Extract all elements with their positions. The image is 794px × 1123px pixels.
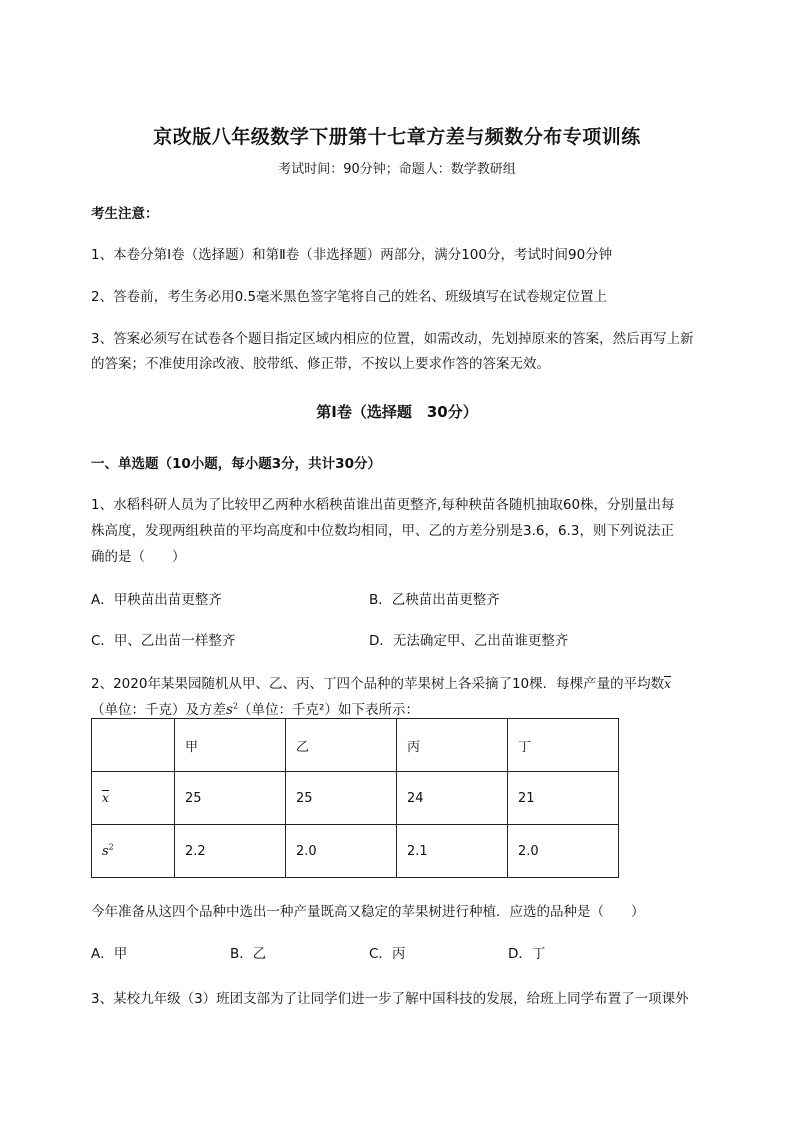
q3-line-1: 3、某校九年级（3）班团支部为了让同学们进一步了解中国科技的发展，给班上同学布置了一项课外 [91, 991, 689, 1007]
q2-prompt: 今年准备从这四个品种中选出一种产量既高又稳定的苹果树进行种植．应选的品种是（ ） [91, 904, 645, 920]
table-cell: 2.2 [175, 825, 286, 878]
q2-line-2b: （单位：千克²）如下表所示： [238, 702, 419, 718]
q2-line-2a: （单位：千克）及方差 [91, 702, 226, 718]
q2-option-a[interactable]: A．甲 [91, 946, 128, 962]
notice-heading: 考生注意： [91, 206, 159, 222]
notice-item-1: 1、本卷分第I卷（选择题）和第Ⅱ卷（非选择题）两部分，满分100分，考试时间90分钟 [91, 247, 613, 263]
q2-line-1-text: 2、2020年某果园随机从甲、乙、丙、丁四个品种的苹果树上各采摘了10棵．每棵产量的平均数 [91, 676, 665, 692]
data-table [91, 718, 619, 878]
table-header-cell: 甲 [175, 719, 286, 772]
table-cell: 2.0 [508, 825, 619, 878]
q2-option-d[interactable]: D．丁 [508, 946, 546, 962]
table-header-cell [92, 719, 175, 772]
q1-option-d[interactable]: D．无法确定甲、乙出苗谁更整齐 [369, 633, 569, 649]
exam-info: 考试时间：90分钟；命题人：数学教研组 [278, 162, 516, 177]
q1-option-b[interactable]: B．乙秧苗出苗更整齐 [369, 592, 500, 608]
table-row [92, 772, 619, 825]
q1-line-1: 1、水稻科研人员为了比较甲乙两种水稻秧苗谁出苗更整齐,每种秧苗各随机抽取60株，分别量出每 [91, 497, 675, 513]
table-header-cell: 乙 [286, 719, 397, 772]
q2-line-2 [91, 698, 419, 718]
q2-option-c[interactable]: C．丙 [369, 946, 406, 962]
table-header-cell: 丙 [397, 719, 508, 772]
q1-line-2: 株高度，发现两组秧苗的平均高度和中位数均相同，甲、乙的方差分别是3.6，6.3，则下列说法正 [91, 523, 674, 539]
document-title: 京改版八年级数学下册第十七章方差与频数分布专项训练 [153, 126, 641, 148]
row-label-variance: $s^2$ [92, 825, 175, 878]
table-header-cell: 丁 [508, 719, 619, 772]
q1-line-3: 确的是（ ） [91, 549, 186, 565]
table-cell: 25 [175, 772, 286, 825]
table-row [92, 825, 619, 878]
table-row [92, 719, 619, 772]
table-cell: 2.1 [397, 825, 508, 878]
table-cell: 21 [508, 772, 619, 825]
table-cell: 24 [397, 772, 508, 825]
part-heading: 一、单选题（10小题，每小题3分，共计30分） [91, 456, 381, 472]
notice-item-3-line-1: 3、答案必须写在试卷各个题目指定区域内相应的位置，如需改动，先划掉原来的答案，然后再写上新 [91, 331, 694, 347]
q2-option-b[interactable]: B．乙 [230, 946, 267, 962]
notice-item-2: 2、答卷前，考生务必用0.5毫米黑色签字笔将自己的姓名、班级填写在试卷规定位置上 [91, 289, 608, 305]
table-cell: 2.0 [286, 825, 397, 878]
q1-option-c[interactable]: C．甲、乙出苗一样整齐 [91, 633, 236, 649]
row-label-mean: x [92, 772, 175, 825]
table-cell: 25 [286, 772, 397, 825]
q1-option-a[interactable]: A．甲秧苗出苗更整齐 [91, 592, 222, 608]
notice-item-3-line-2: 的答案；不准使用涂改液、胶带纸、修正带，不按以上要求作答的答案无效。 [91, 356, 550, 372]
q2-line-1 [91, 672, 671, 692]
variance-symbol: $s^2$ [226, 701, 239, 718]
xbar-symbol: x [664, 677, 671, 691]
section-title: 第I卷（选择题 30分） [316, 403, 478, 421]
